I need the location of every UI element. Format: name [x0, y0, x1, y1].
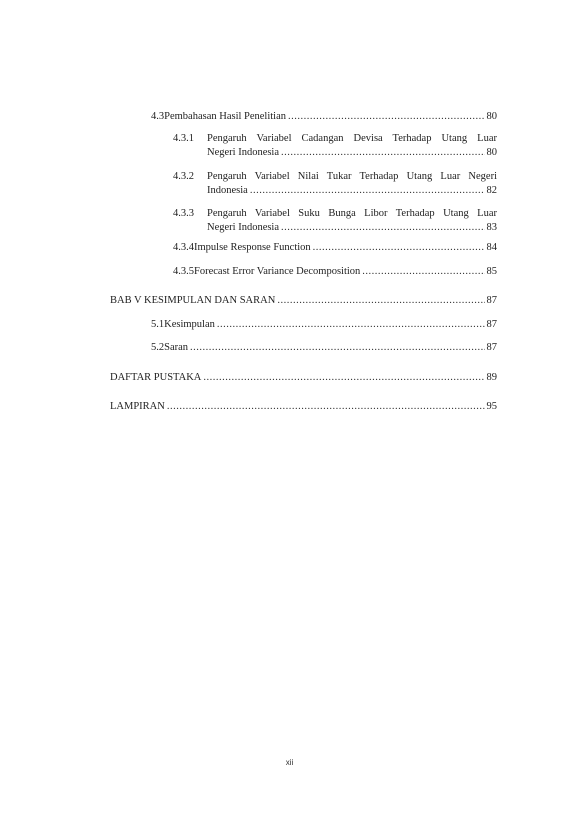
toc-page-number: 89 — [486, 372, 497, 383]
toc-entry-4-3-4[interactable] — [173, 241, 497, 255]
toc-number: 4.3.2 — [173, 171, 194, 182]
toc-number: 4.3.5 — [173, 266, 194, 277]
toc-entry-5-1[interactable] — [151, 318, 497, 332]
toc-entry-4-3[interactable] — [151, 110, 497, 124]
page-number-footer: xii — [285, 758, 294, 767]
toc-label-line2: Indonesia — [207, 185, 248, 196]
dot-leader — [190, 341, 484, 355]
toc-entry-4-3-5[interactable] — [173, 265, 497, 279]
toc-number: 4.3.3 — [173, 208, 194, 219]
dot-leader — [313, 241, 485, 255]
toc-label: DAFTAR PUSTAKA — [110, 372, 202, 383]
dot-leader — [167, 400, 485, 414]
toc-label-line2: Negeri Indonesia — [207, 147, 280, 158]
toc-page-number: 80 — [486, 147, 497, 158]
dot-leader — [281, 146, 484, 160]
toc-entry-daftar-pustaka[interactable] — [110, 371, 497, 385]
toc-number: 4.3.1 — [173, 133, 194, 144]
toc-label-line1: Pengaruh Variabel Nilai Tukar Terhadap Utang Luar Negeri — [207, 171, 497, 182]
toc-page-number: 95 — [486, 401, 497, 412]
toc-page-number: 84 — [486, 242, 497, 253]
toc-label: LAMPIRAN — [110, 401, 165, 412]
toc-label: Impulse Response Function — [194, 242, 311, 253]
toc-page-number: 82 — [486, 185, 497, 196]
toc-label: Pembahasan Hasil Penelitian — [164, 111, 287, 122]
toc-number: 4.3 — [151, 111, 165, 122]
toc-page-number: 87 — [486, 319, 497, 330]
dot-leader — [281, 221, 484, 235]
toc-entry-4-3-3[interactable] — [173, 207, 497, 235]
dot-leader — [362, 265, 484, 279]
toc-entry-lampiran[interactable] — [110, 400, 497, 414]
toc-page-number: 87 — [486, 342, 497, 353]
toc-page-number: 83 — [486, 222, 497, 233]
toc-label-line1: Pengaruh Variabel Cadangan Devisa Terhadap Utang Luar — [207, 133, 497, 144]
toc-label: Kesimpulan — [164, 319, 215, 330]
toc-number: 5.2 — [151, 342, 165, 353]
toc-label-line2: Negeri Indonesia — [207, 222, 280, 233]
dot-leader — [277, 294, 484, 308]
toc-entry-4-3-1[interactable] — [173, 132, 497, 160]
toc-label-line1: Pengaruh Variabel Suku Bunga Libor Terhadap Utang Luar — [207, 208, 497, 219]
toc-page-number: 85 — [486, 266, 497, 277]
dot-leader — [217, 318, 485, 332]
toc-number: 4.3.4 — [173, 242, 194, 253]
toc-label: Saran — [164, 342, 189, 353]
toc-page-number: 87 — [486, 295, 497, 306]
toc-page-number: 80 — [486, 111, 497, 122]
toc-number: 5.1 — [151, 319, 165, 330]
toc-entry-5-2[interactable] — [151, 341, 497, 355]
dot-leader — [203, 371, 484, 385]
toc-label: Forecast Error Variance Decomposition — [194, 266, 361, 277]
toc-label: BAB V KESIMPULAN DAN SARAN — [110, 295, 276, 306]
toc-entry-bab-5[interactable] — [110, 294, 497, 308]
toc-entry-4-3-2[interactable] — [173, 170, 497, 198]
dot-leader — [250, 184, 485, 198]
dot-leader — [288, 110, 484, 124]
